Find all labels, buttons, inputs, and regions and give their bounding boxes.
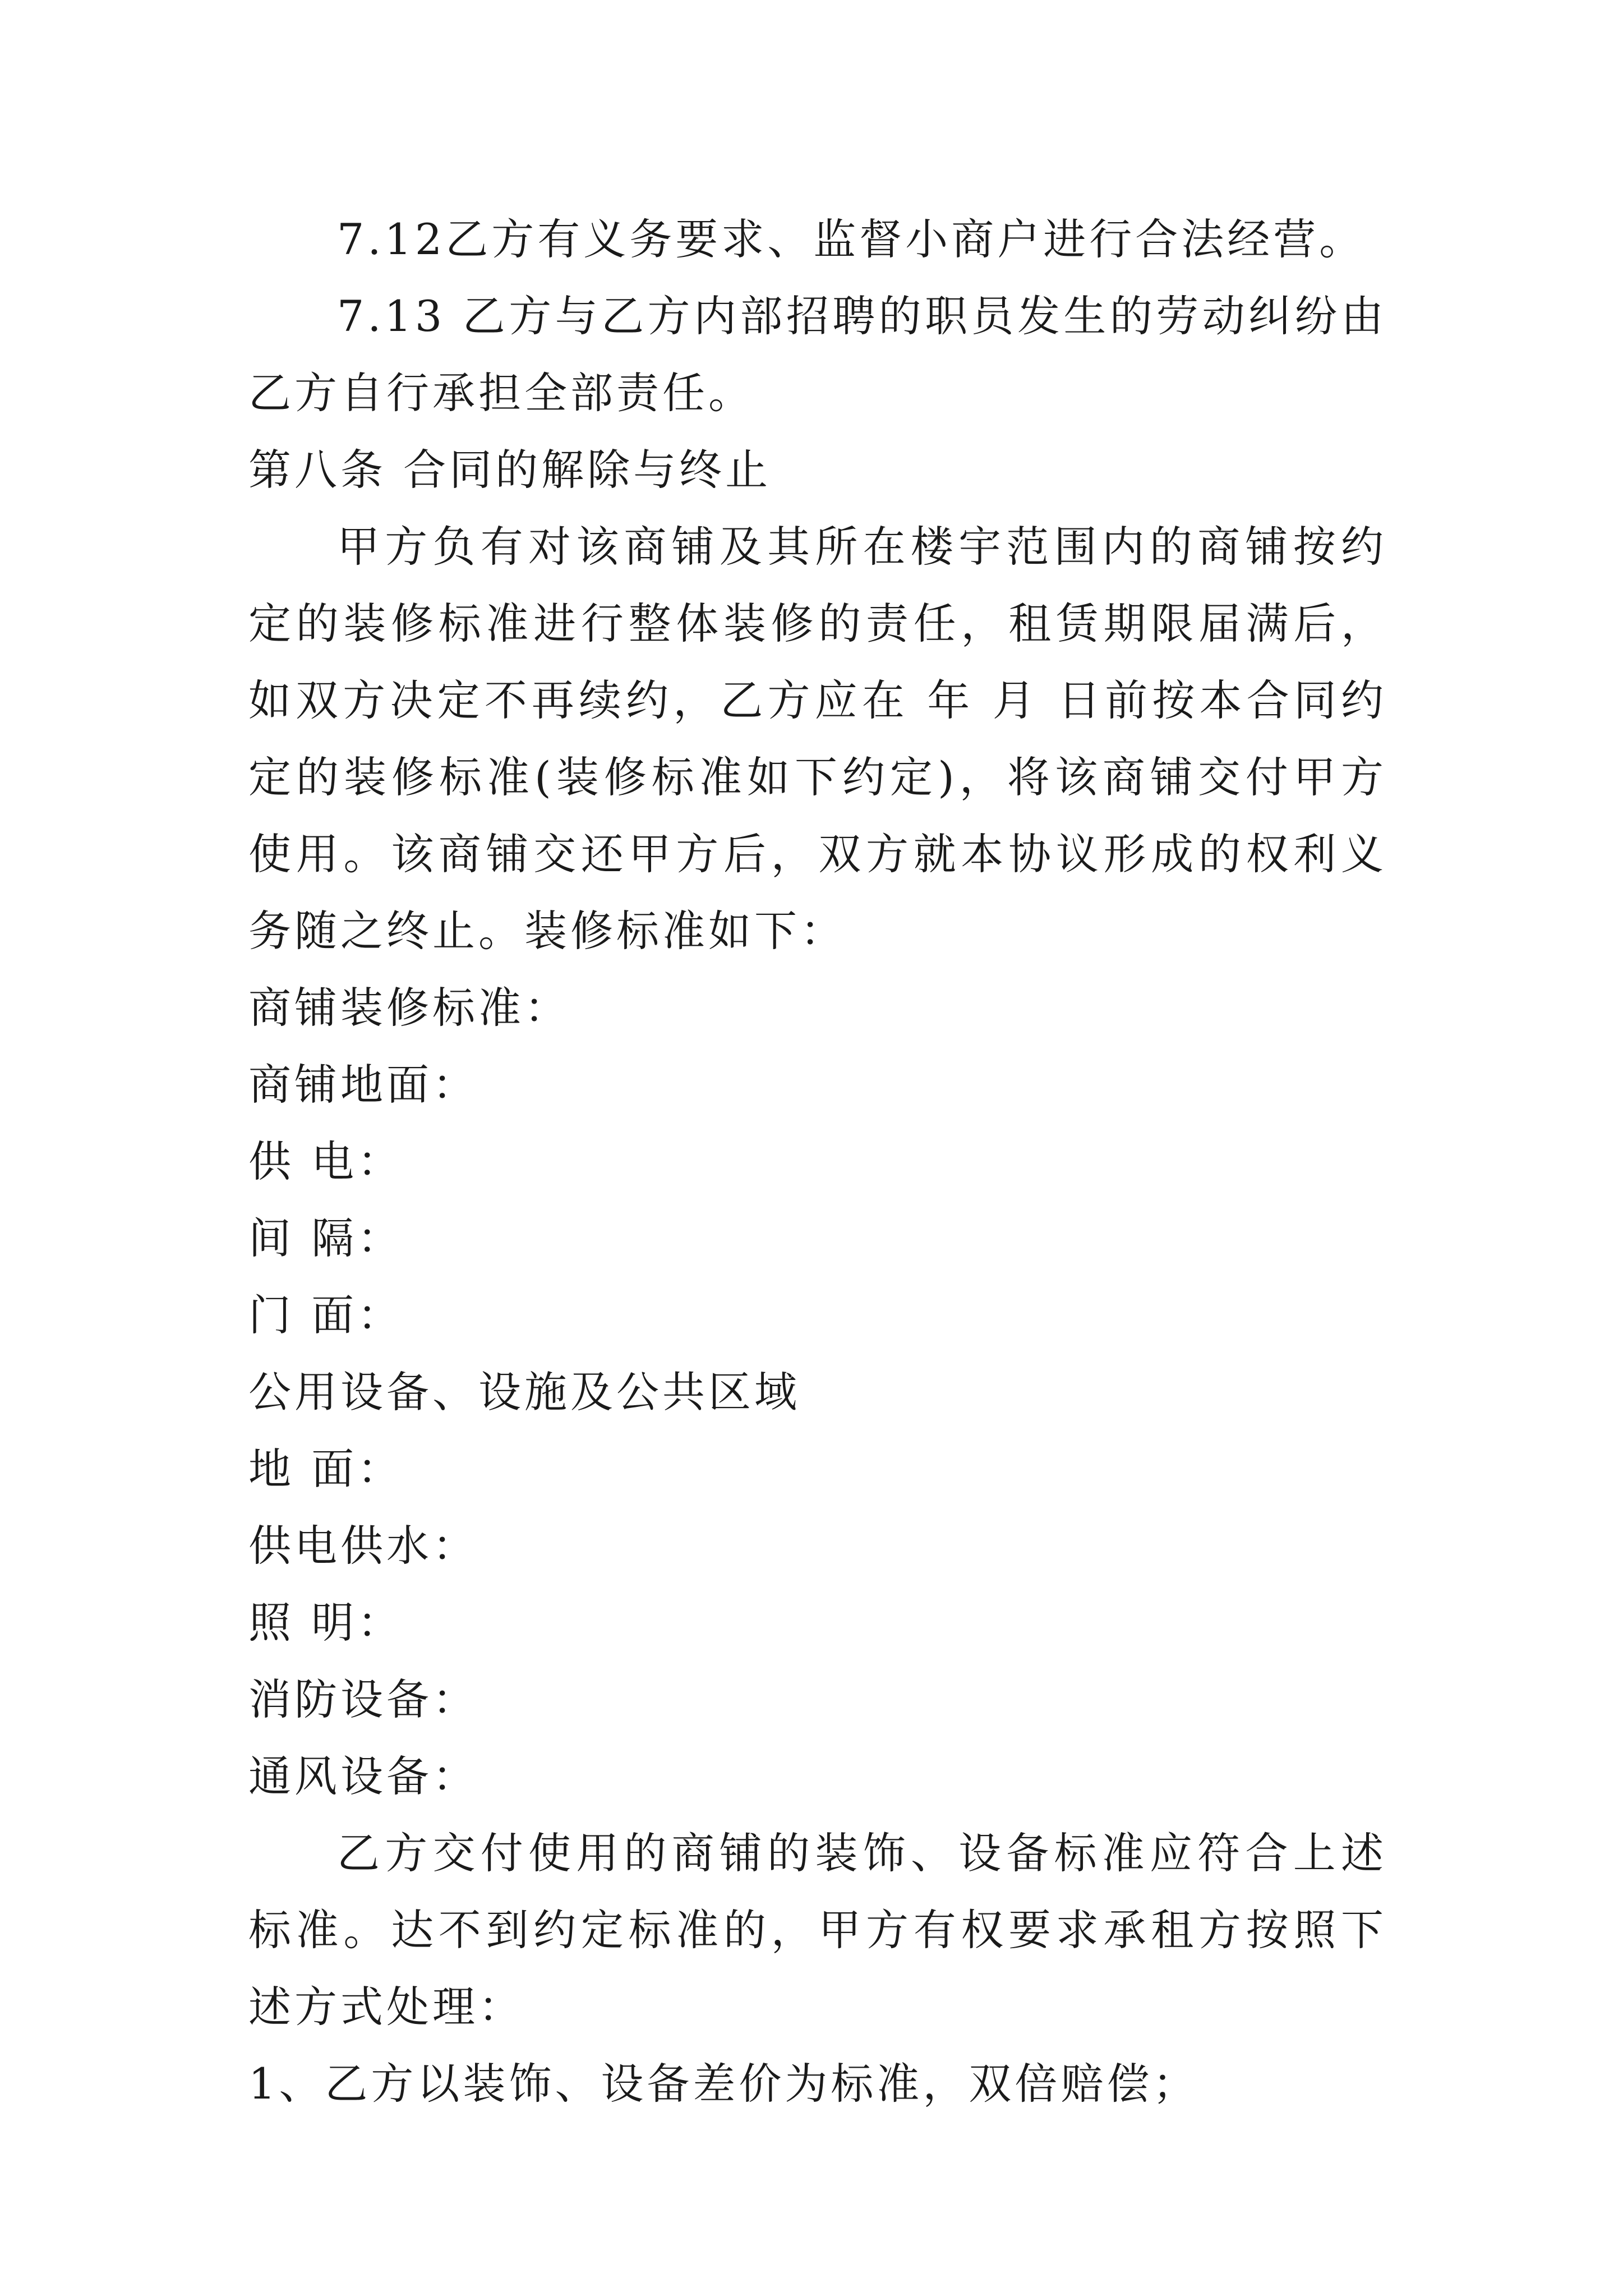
clause-7-13: 7.13 乙方与乙方内部招聘的职员发生的劳动纠纷由乙方自行承担全部责任。 [248,291,1387,418]
article-8-body: 甲方负有对该商铺及其所在楼宇范围内的商铺按约定的装修标准进行整体装修的责任，租赁期限届满后，如双方决定不再续约，乙方应在 年 月 日前按本合同约定的装修标准(装修标准如下约定)，将该商铺交付甲方使用。该商铺交还甲方后，双方就本协议形成的权利义务随之终止。装修标准如下： [248,522,1387,956]
document-body [248,201,1387,2122]
storefront-label: 门 面： [248,1290,404,1340]
shop-floor-label: 商铺地面： [248,1060,478,1110]
clause-7-12: 7.12乙方有义务要求、监督小商户进行合法经营。 [337,214,1366,264]
ventilation-equipment-label: 通风设备： [248,1751,478,1801]
public-facilities-heading: 公用设备、设施及公共区域 [248,1367,800,1417]
fire-equipment-label: 消防设备： [248,1674,478,1724]
article-8-heading: 第八条 合同的解除与终止 [248,445,772,495]
floor-label: 地 面： [248,1444,404,1494]
lighting-label: 照 明： [248,1598,404,1648]
power-supply-label: 供 电： [248,1137,404,1186]
standard-compliance-paragraph: 乙方交付使用的商铺的装饰、设备标准应符合上述标准。达不到约定标准的，甲方有权要求承租方按照下述方式处理： [248,1828,1387,2032]
shop-decoration-standard-label: 商铺装修标准： [248,983,570,1033]
remedy-item-1: 1、乙方以装饰、设备差价为标准，双倍赔偿； [248,2059,1199,2109]
partition-label: 间 隔： [248,1213,404,1263]
power-water-supply-label: 供电供水： [248,1521,478,1571]
